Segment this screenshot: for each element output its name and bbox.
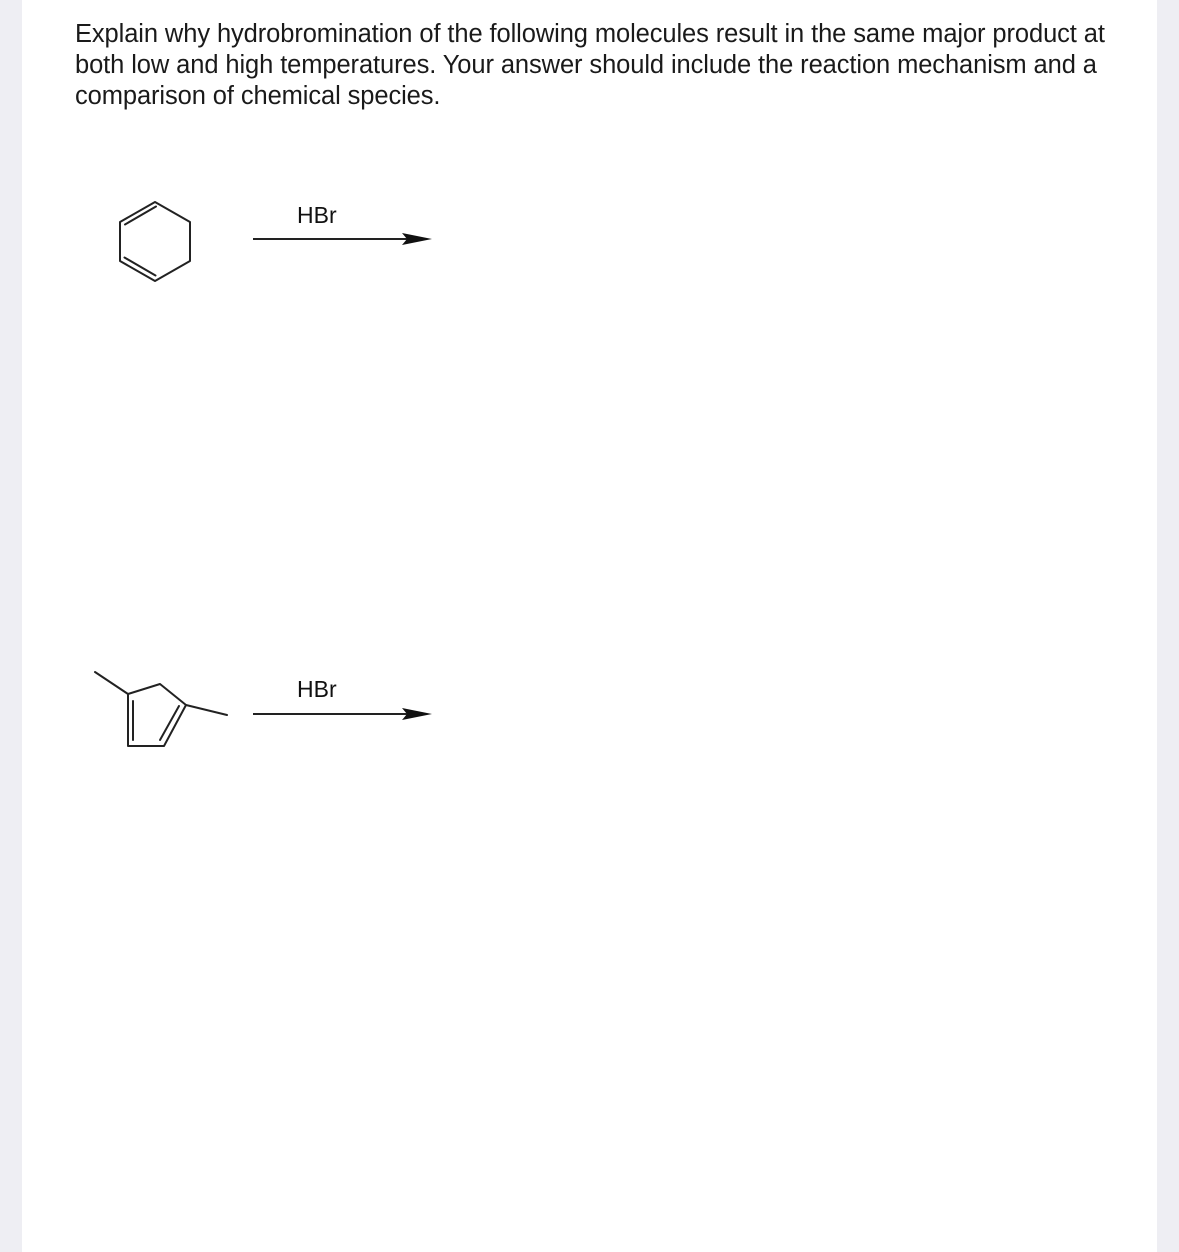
reagent-label: HBr — [297, 676, 337, 702]
arrow-right-icon — [253, 233, 432, 245]
methylcyclopentadiene-structure — [95, 672, 227, 746]
reaction-1-scheme — [22, 190, 522, 300]
reagent-label: HBr — [297, 202, 337, 228]
reaction-1 — [22, 190, 522, 310]
cyclohexadiene-structure — [120, 202, 190, 281]
question-text: Explain why hydrobromination of the following molecules result in the same major product at both low and high temperatures. Your answer should include the reaction mechanism and a comparison of chemical species. — [75, 20, 1105, 110]
document-page — [22, 0, 1157, 1252]
reaction-2 — [22, 660, 522, 780]
arrow-right-icon — [253, 708, 432, 720]
reaction-2-scheme — [22, 660, 522, 770]
